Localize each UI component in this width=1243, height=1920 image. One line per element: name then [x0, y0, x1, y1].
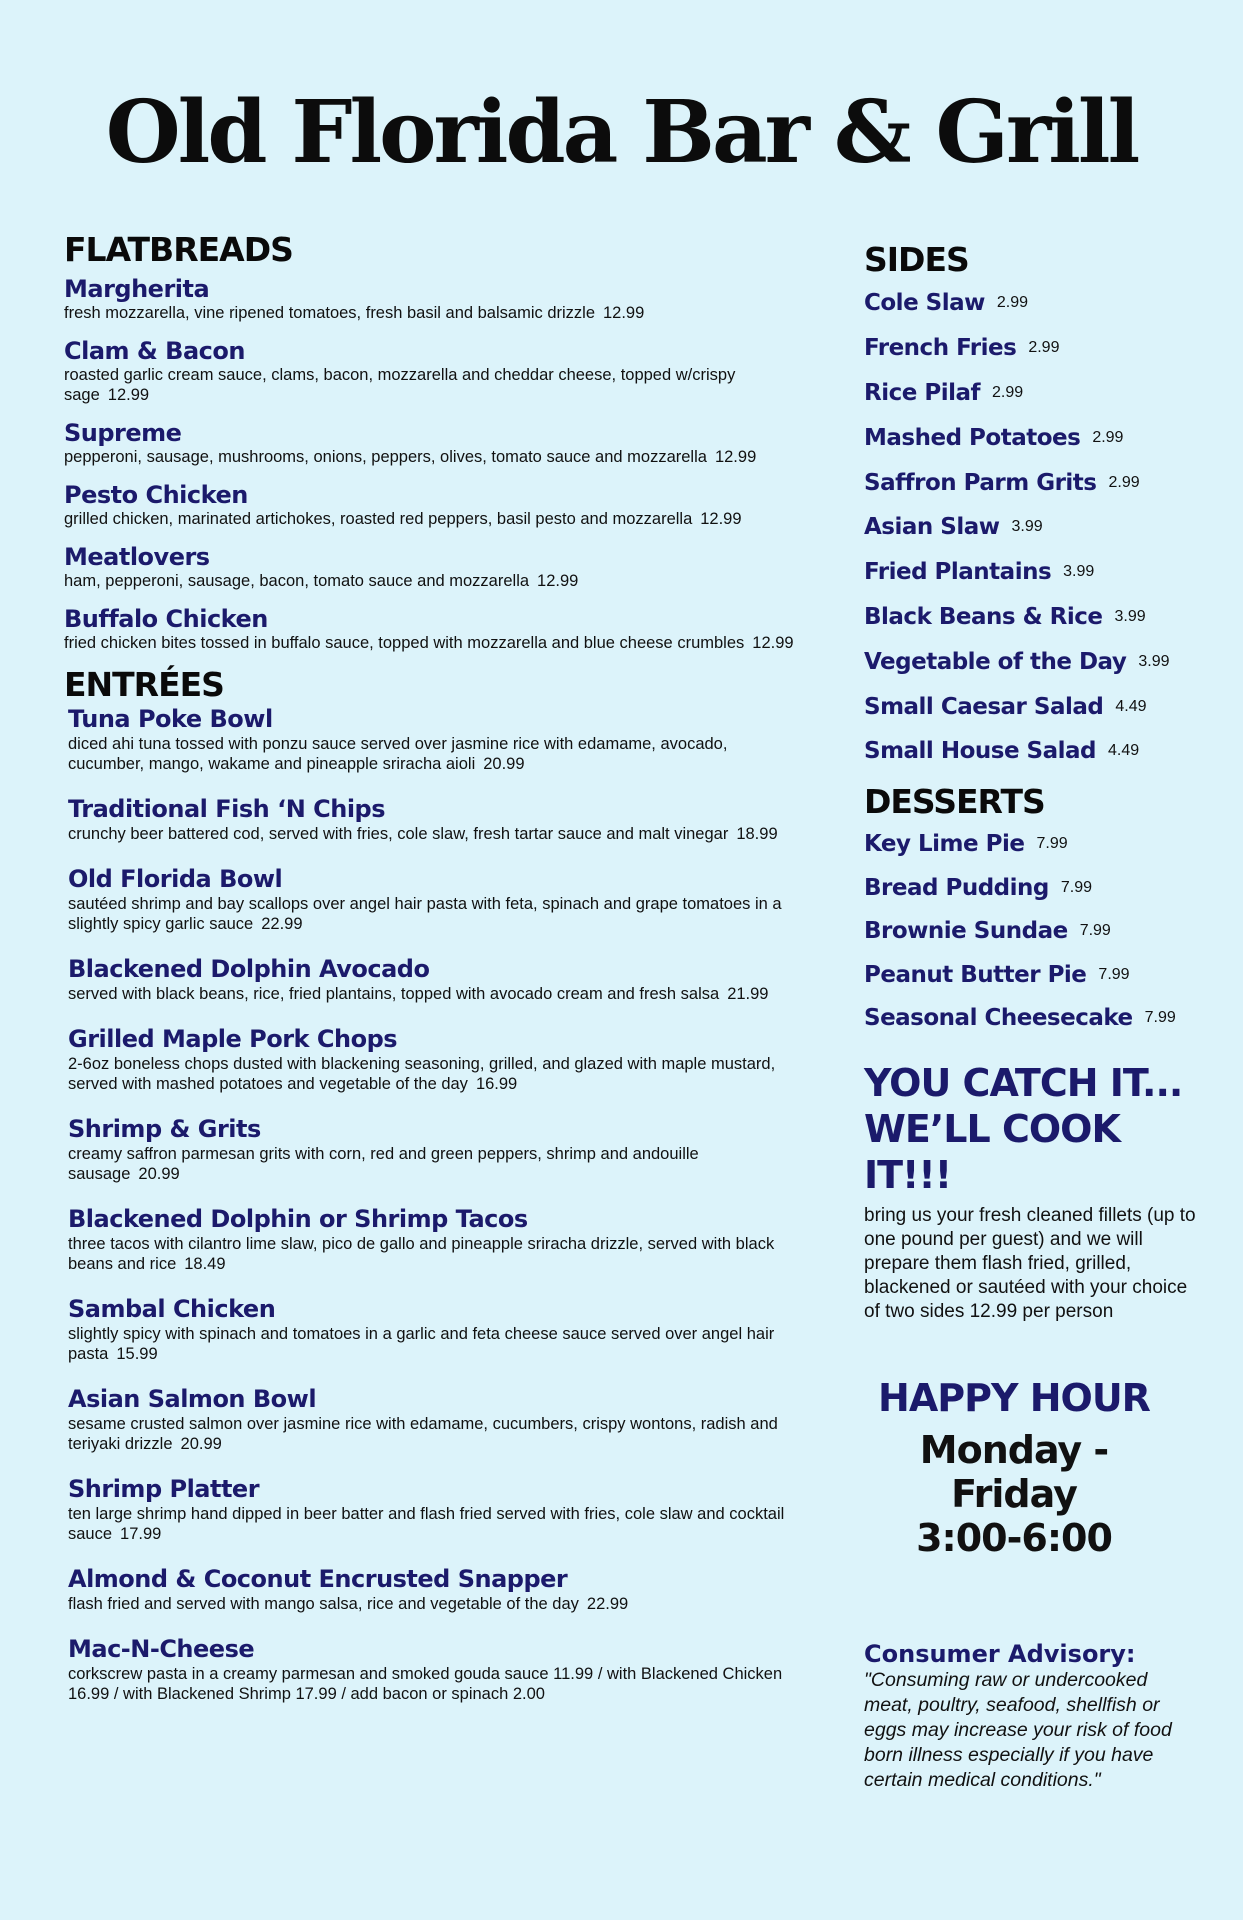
- item-name: Almond & Coconut Encrusted Snapper: [68, 1565, 568, 1593]
- item-desc-text: sautéed shrimp and bay scallops over angel hair pasta with feta, spinach and grape tomatoes in a slightly spicy garlic sauce: [68, 895, 782, 933]
- item-desc-text: fresh mozzarella, vine ripened tomatoes, fresh basil and balsamic drizzle: [64, 304, 595, 322]
- item-desc-text: creamy saffron parmesan grits with corn, red and green peppers, shrimp and andouille sausage: [68, 1145, 699, 1183]
- item-desc-text: flash fried and served with mango salsa, rice and vegetable of the day: [68, 1595, 579, 1613]
- item-name: Bread Pudding: [864, 874, 1049, 901]
- item-name: Blackened Dolphin or Shrimp Tacos: [68, 1205, 528, 1233]
- side-item: [864, 505, 1204, 550]
- item-price: 2.99: [996, 294, 1029, 312]
- catch-heading-line2: WE’LL COOK IT!!!: [864, 1106, 1120, 1197]
- item-desc-text: grilled chicken, marinated artichokes, roasted red peppers, basil pesto and mozzarella: [64, 510, 693, 528]
- entree-item: [68, 1634, 804, 1704]
- flatbread-item: [64, 337, 804, 405]
- item-desc-text: served with black beans, rice, fried plantains, topped with avocado cream and fresh salsa: [68, 985, 720, 1003]
- sides-heading: SIDES: [864, 240, 969, 279]
- side-item: [864, 460, 1204, 505]
- item-desc-text: corkscrew pasta in a creamy parmesan and smoked gouda sauce 11.99 / with Blackened Chicken 16.99 / with Blackened Shrimp 17.99 / add bacon or spinach 2.00: [68, 1665, 783, 1703]
- item-description: [64, 303, 804, 323]
- item-price: 12.99: [700, 510, 742, 528]
- item-name: Small House Salad: [864, 738, 1097, 765]
- item-name: Tuna Poke Bowl: [68, 705, 273, 733]
- item-price: 3.99: [1063, 563, 1095, 581]
- item-price: 4.49: [1108, 742, 1140, 760]
- item-price: 12.99: [537, 572, 579, 590]
- item-description: [64, 447, 804, 467]
- item-name: Saffron Parm Grits: [864, 469, 1097, 496]
- entree-item: [68, 1564, 804, 1614]
- item-desc-text: three tacos with cilantro lime slaw, pico de gallo and pineapple sriracha drizzle, served with black beans and rice: [68, 1235, 775, 1273]
- desserts-list: [864, 823, 1204, 1040]
- item-desc-text: pepperoni, sausage, mushrooms, onions, peppers, olives, tomato sauce and mozzarella: [64, 448, 707, 466]
- item-price: 12.99: [603, 304, 645, 322]
- advisory-text: "Consuming raw or undercooked meat, poultry, seafood, shellfish or eggs may increase your risk of food born illness especially if you have certain medical conditions.": [864, 1668, 1172, 1791]
- item-desc-text: ten large shrimp hand dipped in beer batter and flash fried served with fries, cole slaw and cocktail sauce: [68, 1505, 785, 1543]
- side-item: [864, 550, 1204, 595]
- entrees-heading: ENTRÉES: [64, 665, 224, 704]
- item-description: [64, 633, 804, 653]
- item-name: Margherita: [64, 275, 210, 303]
- side-item: [864, 281, 1204, 326]
- item-name: Asian Salmon Bowl: [68, 1385, 317, 1413]
- item-name: Buffalo Chicken: [64, 605, 268, 633]
- side-item: [864, 729, 1204, 774]
- item-name: French Fries: [864, 335, 1017, 362]
- item-description: [68, 984, 804, 1004]
- item-name: Peanut Butter Pie: [864, 961, 1087, 988]
- entrees-list: [64, 704, 804, 1704]
- item-price: 4.49: [1115, 697, 1147, 715]
- item-description: [68, 1054, 804, 1094]
- happy-hour-section: [864, 1376, 1164, 1560]
- catch-section: [864, 1060, 1204, 1324]
- item-price: 7.99: [1098, 965, 1130, 983]
- flatbread-item: [64, 419, 804, 467]
- item-name: Rice Pilaf: [864, 379, 980, 406]
- item-price: 7.99: [1079, 922, 1111, 940]
- item-name: Black Beans & Rice: [864, 603, 1103, 630]
- item-name: Mac-N-Cheese: [68, 1635, 255, 1663]
- happy-hour-days: Monday - Friday: [919, 1427, 1109, 1516]
- item-price: 2.99: [1028, 339, 1060, 357]
- dessert-item: [864, 996, 1204, 1039]
- item-price: 20.99: [138, 1165, 180, 1183]
- right-column: [864, 240, 1204, 1793]
- item-description: [68, 1664, 804, 1704]
- item-description: [68, 824, 804, 844]
- item-name: Mashed Potatoes: [864, 424, 1081, 451]
- flatbread-item: [64, 275, 804, 323]
- entree-item: [68, 1294, 804, 1364]
- item-name: Asian Slaw: [864, 514, 1000, 541]
- item-description: [68, 1414, 804, 1454]
- dessert-item: [864, 823, 1204, 866]
- item-name: Brownie Sundae: [864, 918, 1068, 945]
- item-description: [68, 1594, 804, 1614]
- item-desc-text: diced ahi tuna tossed with ponzu sauce served over jasmine rice with edamame, avocado, cucumber, mango, wakame and pineapple sriracha aioli: [68, 735, 728, 773]
- flatbreads-list: [64, 275, 804, 653]
- item-name: Traditional Fish ‘N Chips: [68, 795, 386, 823]
- item-description: [68, 734, 804, 774]
- item-description: [68, 894, 804, 934]
- item-price: 16.99: [475, 1075, 518, 1093]
- item-price: 18.99: [736, 825, 778, 843]
- item-price: 3.99: [1114, 607, 1146, 625]
- entree-item: [68, 1204, 804, 1274]
- item-name: Grilled Maple Pork Chops: [68, 1025, 398, 1053]
- item-price: 2.99: [992, 383, 1024, 401]
- happy-hour-time: 3:00-6:00: [916, 1515, 1112, 1560]
- item-name: Clam & Bacon: [64, 337, 245, 365]
- item-name: Vegetable of the Day: [864, 648, 1127, 675]
- item-name: Old Florida Bowl: [68, 865, 283, 893]
- item-name: Small Caesar Salad: [864, 693, 1104, 720]
- item-price: 7.99: [1144, 1009, 1176, 1027]
- item-price: 22.99: [261, 915, 303, 933]
- item-price: 20.99: [180, 1435, 222, 1453]
- item-price: 12.99: [714, 448, 757, 466]
- dessert-item: [864, 953, 1204, 996]
- flatbread-item: [64, 543, 804, 591]
- left-column: [64, 230, 804, 1724]
- item-price: 7.99: [1060, 878, 1092, 896]
- item-price: 21.99: [727, 985, 769, 1003]
- item-desc-text: 2-6oz boneless chops dusted with blackening seasoning, grilled, and glazed with maple mustard, served with mashed potatoes and vegetable of the day: [68, 1055, 776, 1093]
- item-name: Fried Plantains: [864, 559, 1052, 586]
- item-name: Sambal Chicken: [68, 1295, 276, 1323]
- item-price: 22.99: [586, 1595, 629, 1613]
- side-item: [864, 595, 1204, 640]
- flatbreads-heading: FLATBREADS: [64, 230, 293, 269]
- flatbread-item: [64, 605, 804, 653]
- desserts-heading: DESSERTS: [864, 781, 1045, 821]
- item-description: [64, 509, 804, 529]
- item-description: [68, 1504, 804, 1544]
- side-item: [864, 639, 1204, 684]
- side-item: [864, 371, 1204, 416]
- item-price: 17.99: [120, 1525, 162, 1543]
- flatbread-item: [64, 481, 804, 529]
- item-name: Pesto Chicken: [64, 481, 248, 509]
- entree-item: [68, 864, 804, 934]
- catch-heading-line1: YOU CATCH IT...: [864, 1060, 1183, 1105]
- item-price: 20.99: [483, 755, 525, 773]
- item-description: [68, 1144, 804, 1184]
- consumer-advisory: [864, 1640, 1174, 1793]
- item-price: 15.99: [116, 1345, 158, 1363]
- entree-item: [68, 704, 804, 774]
- item-name: Key Lime Pie: [864, 831, 1025, 858]
- item-price: 3.99: [1011, 518, 1043, 536]
- entree-item: [68, 794, 804, 844]
- entree-item: [68, 954, 804, 1004]
- item-desc-text: crunchy beer battered cod, served with fries, cole slaw, fresh tartar sauce and malt vinegar: [68, 825, 729, 843]
- item-desc-text: ham, pepperoni, sausage, bacon, tomato sauce and mozzarella: [64, 572, 530, 590]
- item-desc-text: sesame crusted salmon over jasmine rice with edamame, cucumbers, crispy wontons, radish and teriyaki drizzle: [68, 1415, 778, 1453]
- item-name: Shrimp & Grits: [68, 1115, 261, 1143]
- item-price: 2.99: [1092, 428, 1124, 446]
- item-description: [64, 571, 804, 591]
- side-item: [864, 326, 1204, 371]
- dessert-item: [864, 866, 1204, 909]
- entree-item: [68, 1114, 804, 1184]
- item-price: 3.99: [1138, 652, 1170, 670]
- item-description: [68, 1234, 804, 1274]
- item-price: 12.99: [752, 634, 794, 652]
- item-name: Shrimp Platter: [68, 1475, 260, 1503]
- item-price: 7.99: [1036, 835, 1068, 853]
- item-price: 2.99: [1108, 473, 1140, 491]
- item-name: Cole Slaw: [864, 290, 985, 317]
- entree-item: [68, 1474, 804, 1544]
- item-name: Seasonal Cheesecake: [864, 1005, 1133, 1032]
- item-price: 18.49: [184, 1255, 226, 1273]
- restaurant-title: Old Florida Bar & Grill: [105, 82, 1138, 183]
- catch-description: bring us your fresh cleaned fillets (up to one pound per guest) and we will prepare them flash fried, grilled, blackened or sautéed with your choice of two sides 12.99 per person: [864, 1204, 1196, 1322]
- item-name: Meatlovers: [64, 543, 210, 571]
- happy-hour-title: HAPPY HOUR: [878, 1375, 1150, 1420]
- side-item: [864, 684, 1204, 729]
- advisory-title: Consumer Advisory:: [864, 1639, 1136, 1668]
- item-description: [64, 365, 804, 405]
- item-name: Supreme: [64, 419, 182, 447]
- item-name: Blackened Dolphin Avocado: [68, 955, 430, 983]
- item-price: 12.99: [107, 386, 150, 404]
- sides-list: [864, 281, 1204, 774]
- entree-item: [68, 1384, 804, 1454]
- item-desc-text: fried chicken bites tossed in buffalo sauce, topped with mozzarella and blue cheese crumbles: [64, 634, 745, 652]
- item-description: [68, 1324, 804, 1364]
- item-desc-text: slightly spicy with spinach and tomatoes in a garlic and feta cheese sauce served over angel hair pasta: [68, 1325, 775, 1363]
- dessert-item: [864, 910, 1204, 953]
- side-item: [864, 415, 1204, 460]
- item-desc-text: roasted garlic cream sauce, clams, bacon, mozzarella and cheddar cheese, topped w/crispy sage: [64, 366, 736, 404]
- entree-item: [68, 1024, 804, 1094]
